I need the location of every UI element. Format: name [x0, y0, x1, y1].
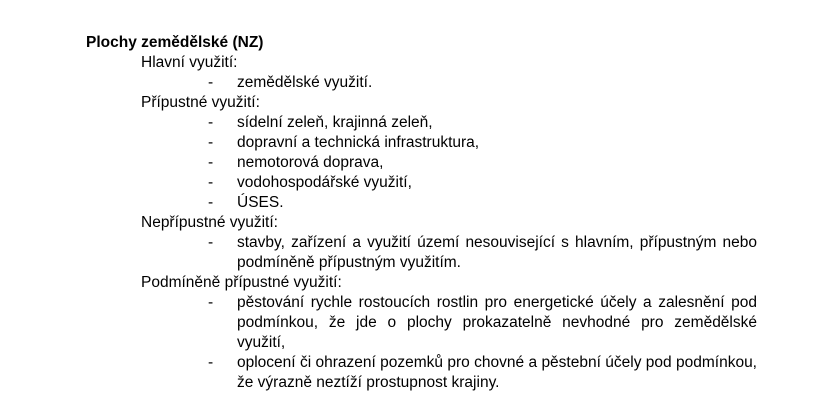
list-item-text: sídelní zeleň, krajinná zeleň,	[237, 114, 433, 131]
section-heading: Nepřípustné využití:	[141, 214, 278, 231]
document-title: Plochy zemědělské (NZ)	[86, 34, 264, 51]
bullet-dash: -	[208, 174, 214, 191]
list-item	[141, 73, 757, 93]
section-conditional-use	[141, 273, 761, 393]
list-item-text: oplocení či ohrazení pozemků pro chovné a pěstební účely pod podmínkou, že výrazně neztíží prostupnost krajiny.	[237, 354, 757, 391]
section-permitted-use	[141, 93, 761, 213]
list-item-text: pěstování rychle rostoucích rostlin pro energetické účely a zalesnění pod podmínkou, že jde o plochy prokazatelně nevhodné pro zemědělské využití,	[237, 294, 757, 351]
bullet-dash: -	[208, 154, 214, 171]
bullet-dash: -	[208, 114, 214, 131]
list-item	[141, 193, 757, 213]
section-heading: Podmíněně přípustné využití:	[141, 274, 342, 291]
list-item-text: stavby, zařízení a využití území nesouvisející s hlavním, přípustným nebo podmíněně přípustným využitím.	[237, 234, 757, 271]
section-main-use	[141, 53, 761, 93]
list-item-text: zemědělské využití.	[237, 74, 373, 91]
list-item-text: dopravní a technická infrastruktura,	[237, 134, 480, 151]
bullet-dash: -	[208, 234, 214, 251]
list-item	[141, 153, 757, 173]
bullet-dash: -	[208, 134, 214, 151]
bullet-dash: -	[208, 294, 214, 311]
list-item	[141, 113, 757, 133]
list-item	[141, 293, 757, 353]
list-item	[141, 173, 757, 193]
section-prohibited-use	[141, 213, 761, 273]
bullet-dash: -	[208, 194, 214, 211]
bullet-dash: -	[208, 74, 214, 91]
section-heading: Přípustné využití:	[141, 94, 260, 111]
list-item	[141, 233, 757, 273]
list-item-text: ÚSES.	[237, 194, 284, 211]
list-item-text: vodohospodářské využití,	[237, 174, 412, 191]
list-item	[141, 353, 757, 393]
section-heading: Hlavní využití:	[141, 54, 238, 71]
list-item-text: nemotorová doprava,	[237, 154, 384, 171]
list-item	[141, 133, 757, 153]
bullet-dash: -	[208, 354, 214, 371]
